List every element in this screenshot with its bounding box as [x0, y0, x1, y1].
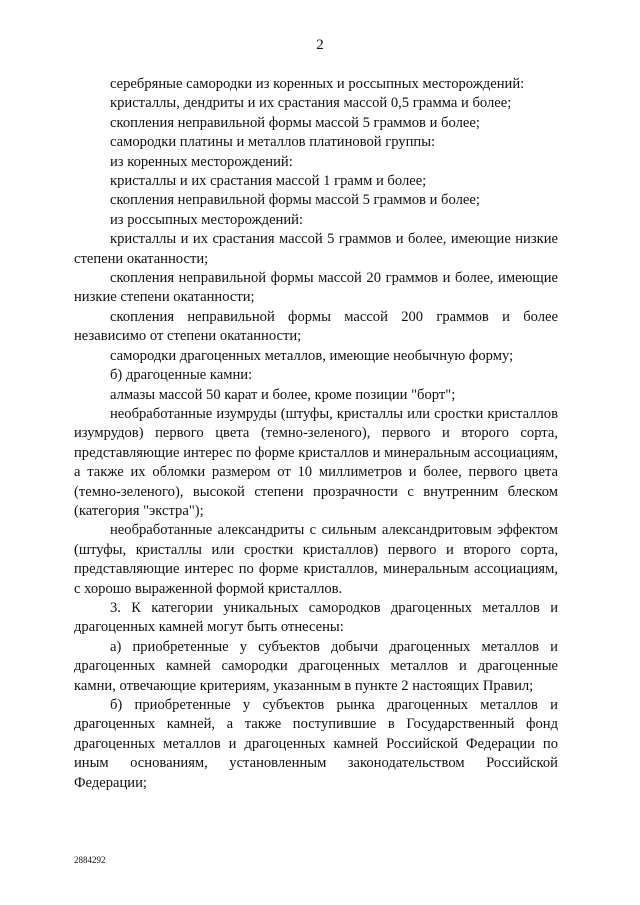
paragraph-placer-deposits: из россыпных месторождений:	[110, 211, 304, 228]
paragraph-alexandrites: необработанные александриты с сильным александритовым эффектом (штуфы, кристаллы или сростки кристаллов) первого и второго сорта, представляющие интерес по форме кристаллов, минеральным ассоциациям, с хорошо выраженной формой кристаллов.	[74, 522, 558, 597]
paragraph-silver-crystals: кристаллы, дендриты и их срастания массой 0,5 грамма и более;	[110, 95, 512, 112]
paragraph-diamonds: алмазы массой 50 карат и более, кроме позиции "борт";	[110, 386, 456, 403]
page-number: 2	[316, 37, 324, 53]
paragraph-precious-stones-heading: б) драгоценные камни:	[110, 367, 253, 384]
paragraph-section-3-a: а) приобретенные у субъектов добычи драгоценных металлов и драгоценных камней самородки драгоценных металлов и драгоценные камни, отвечающие критериям, указанным в пункте 2 настоящих Правил;	[74, 638, 558, 694]
paragraph-silver-clusters: скопления неправильной формы массой 5 граммов и более;	[110, 114, 480, 131]
paragraph-section-3-b: б) приобретенные у субъектов рынка драгоценных металлов и драгоценных камней, а также поступившие в Государственный фонд драгоценных металлов и драгоценных камней Российской Федерации по иным основаниям, установленным законодательством Российской Федерации;	[74, 697, 558, 791]
paragraph-bedrock-clusters: скопления неправильной формы массой 5 граммов и более;	[110, 192, 480, 209]
paragraph-unusual-shape-nuggets: самородки драгоценных металлов, имеющие необычную форму;	[110, 347, 514, 364]
document-code: 2884292	[74, 855, 106, 865]
paragraph-silver-nuggets: серебряные самородки из коренных и россыпных месторождений:	[110, 76, 525, 92]
paragraph-placer-clusters-200g: скопления неправильной формы массой 200 граммов и более независимо от степени окатанности;	[74, 308, 558, 345]
paragraph-section-3-intro: 3. К категории уникальных самородков драгоценных металлов и драгоценных камней могут быть отнесены:	[74, 599, 558, 636]
document-body	[74, 75, 558, 793]
paragraph-bedrock-deposits: из коренных месторождений:	[110, 153, 293, 170]
paragraph-platinum-nuggets: самородки платины и металлов платиновой группы:	[110, 134, 436, 151]
paragraph-placer-crystals: кристаллы и их срастания массой 5 граммов и более, имеющие низкие степени окатанности;	[74, 231, 558, 267]
paragraph-bedrock-crystals: кристаллы и их срастания массой 1 грамм и более;	[110, 173, 427, 190]
paragraph-placer-clusters-20g: скопления неправильной формы массой 20 граммов и более, имеющие низкие степени окатанности;	[74, 270, 558, 306]
paragraph-emeralds: необработанные изумруды (штуфы, кристаллы или сростки кристаллов изумрудов) первого цвета (темно-зеленого), первого и второго сорта, представляющие интерес по форме кристаллов и минеральным ассоциациям, а также их обломки размером от 10 миллиметров и более, первого цвета (темно-зеленого), высокой степени прозрачности с внутренним блеском (категория "экстра");	[74, 405, 558, 519]
